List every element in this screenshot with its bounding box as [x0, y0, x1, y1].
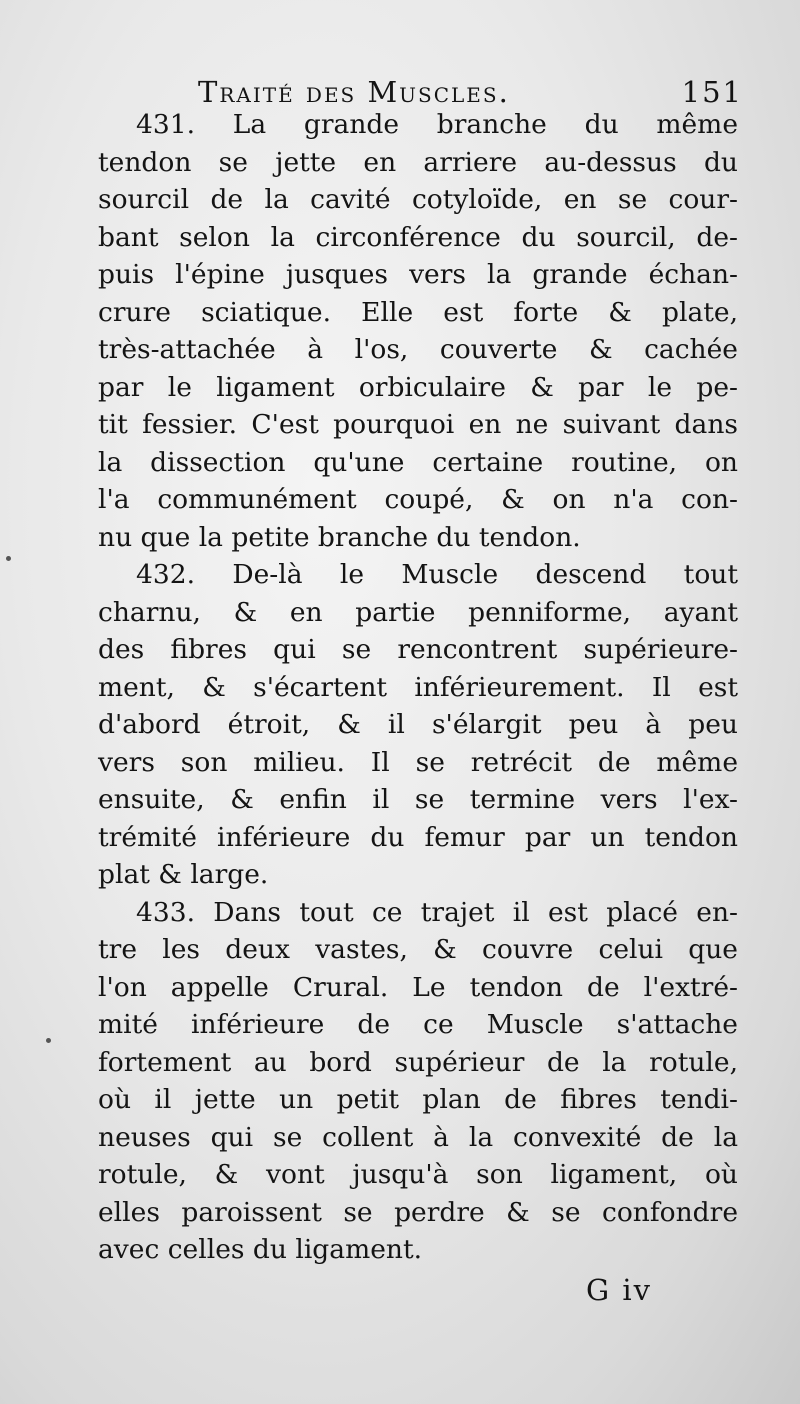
- text-line: l'on appelle Crural. Le tendon de l'extré-: [98, 971, 738, 1003]
- text-line: ensuite, & enfin il se termine vers l'ex-: [98, 784, 738, 815]
- text-line: où il jette un petit plan de fibres tendi-: [98, 1084, 738, 1115]
- text-line: fortement au bord supérieur de la rotule,: [98, 1046, 738, 1078]
- text-line: tendon se jette en arriere au-dessus du: [98, 146, 738, 178]
- text-line: des fibres qui se rencontrent supérieure-: [98, 634, 738, 665]
- text-line: 432. De-là le Muscle descend tout: [136, 559, 738, 590]
- text-line: tit fessier. C'est pourquoi en ne suivant dans: [98, 409, 738, 440]
- paper-speck: [46, 1038, 51, 1043]
- text-line: la dissection qu'une certaine routine, on: [98, 446, 738, 478]
- text-line: puis l'épine jusques vers la grande échan-: [98, 259, 738, 290]
- text-line: ment, & s'écartent inférieurement. Il est: [98, 671, 738, 703]
- text-line: crure sciatique. Elle est forte & plate,: [98, 296, 738, 328]
- text-line: mité inférieure de ce Muscle s'attache: [98, 1009, 738, 1040]
- text-line: l'a communément coupé, & on n'a con-: [98, 484, 738, 515]
- text-line: très-attachée à l'os, couverte & cachée: [98, 334, 738, 365]
- text-line: charnu, & en partie penniforme, ayant: [98, 596, 738, 628]
- paper-speck: [6, 556, 11, 561]
- text-line: elles paroissent se perdre & se confondre: [98, 1196, 738, 1228]
- running-title: Traité des Muscles.: [198, 75, 510, 109]
- text-line: sourcil de la cavité cotyloïde, en se cour-: [98, 184, 738, 215]
- text-line: trémité inférieure du femur par un tendon: [98, 821, 738, 853]
- text-line: plat & large.: [98, 859, 269, 890]
- text-line: avec celles du ligament.: [98, 1234, 423, 1265]
- page-number: 151: [681, 75, 743, 109]
- text-line: 433. Dans tout ce trajet il est placé en-: [136, 896, 738, 928]
- text-line: tre les deux vastes, & couvre celui que: [98, 934, 738, 965]
- text-line: d'abord étroit, & il s'élargit peu à peu: [98, 709, 738, 740]
- text-line: 431. La grande branche du même: [136, 109, 738, 140]
- signature-mark: G iv: [585, 1273, 652, 1307]
- text-line: vers son milieu. Il se retrécit de même: [98, 746, 738, 778]
- text-line: neuses qui se collent à la convexité de la: [98, 1121, 738, 1153]
- body-text: [98, 106, 738, 1269]
- text-line: bant selon la circonférence du sourcil, de-: [98, 221, 738, 253]
- text-line: par le ligament orbiculaire & par le pe-: [98, 371, 738, 403]
- text-line: rotule, & vont jusqu'à son ligament, où: [98, 1159, 738, 1190]
- text-line: nu que la petite branche du tendon.: [98, 521, 581, 553]
